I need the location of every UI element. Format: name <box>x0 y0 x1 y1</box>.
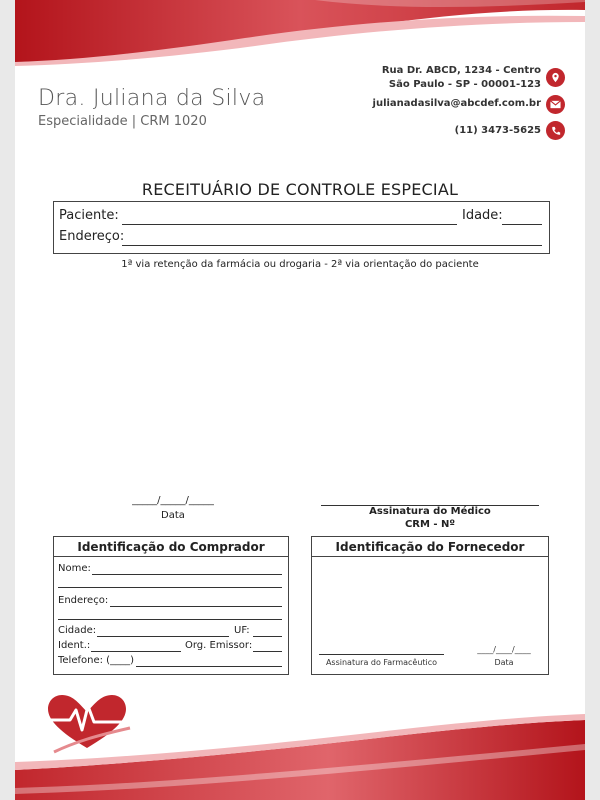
buyer-address-field-2[interactable] <box>58 619 282 620</box>
prescription-page <box>15 0 585 800</box>
supplier-header: Identificação do Fornecedor <box>335 540 525 554</box>
form-title: RECEITUÁRIO DE CONTROLE ESPECIAL <box>141 180 459 199</box>
buyer-uf-field[interactable] <box>253 636 282 637</box>
email-text: julianadasilva@abcdef.com.br <box>372 98 541 109</box>
pharmacist-signature-label: Assinatura do Farmacêutico <box>325 658 438 667</box>
buyer-box <box>53 536 289 675</box>
buyer-phone-field[interactable] <box>136 666 282 667</box>
buyer-org-label: Org. Emissor: <box>185 640 253 651</box>
age-label: Idade: <box>462 208 503 223</box>
address-field[interactable] <box>122 245 542 246</box>
phone-icon <box>546 121 565 140</box>
buyer-header: Identificação do Comprador <box>77 540 265 554</box>
buyer-org-field[interactable] <box>253 651 282 652</box>
buyer-phone-label: Telefone: (____) <box>58 655 134 666</box>
buyer-name-field-2[interactable] <box>58 587 282 588</box>
buyer-name-label: Nome: <box>58 563 91 574</box>
patient-field[interactable] <box>122 224 457 225</box>
supplier-box <box>311 536 549 675</box>
address-block <box>382 64 541 92</box>
buyer-name-field[interactable] <box>92 574 282 575</box>
patient-label: Paciente: <box>59 208 119 223</box>
crm-label: CRM - Nº <box>404 519 456 530</box>
via-note: 1ª via retenção da farmácia ou drogaria - 2ª via orientação do paciente <box>121 259 479 270</box>
buyer-address-label: Endereço: <box>58 595 109 606</box>
buyer-ident-field[interactable] <box>91 651 181 652</box>
top-wave-decoration <box>15 0 585 70</box>
buyer-ident-label: Ident.: <box>58 640 91 651</box>
doctor-name: Dra. Juliana da Silva <box>38 86 266 111</box>
date-blank[interactable]: _____/_____/_____ <box>132 495 214 506</box>
date-label: Data <box>161 510 185 521</box>
buyer-city-field[interactable] <box>97 636 229 637</box>
supplier-date-label: Data <box>494 658 514 667</box>
buyer-city-label: Cidade: <box>58 625 97 636</box>
buyer-address-field[interactable] <box>110 606 282 607</box>
supplier-date-blank[interactable]: ____/____/____ <box>477 645 531 654</box>
doctor-specialty: Especialidade | CRM 1020 <box>38 114 207 129</box>
buyer-uf-label: UF: <box>234 625 250 636</box>
patient-box <box>53 201 550 254</box>
supplier-header-divider <box>312 556 548 557</box>
location-pin-icon <box>546 68 565 87</box>
buyer-header-divider <box>54 556 288 557</box>
phone-text: (11) 3473-5625 <box>454 125 541 136</box>
address-line-2: São Paulo - SP - 00001-123 <box>388 79 541 90</box>
address-line-1: Rua Dr. ABCD, 1234 - Centro <box>381 65 541 76</box>
envelope-icon <box>546 95 565 114</box>
age-field[interactable] <box>502 224 542 225</box>
heart-pulse-logo <box>40 692 135 754</box>
address-label: Endereço: <box>59 229 125 244</box>
pharmacist-signature-line[interactable] <box>319 654 444 655</box>
doctor-signature-label: Assinatura do Médico <box>369 506 491 517</box>
